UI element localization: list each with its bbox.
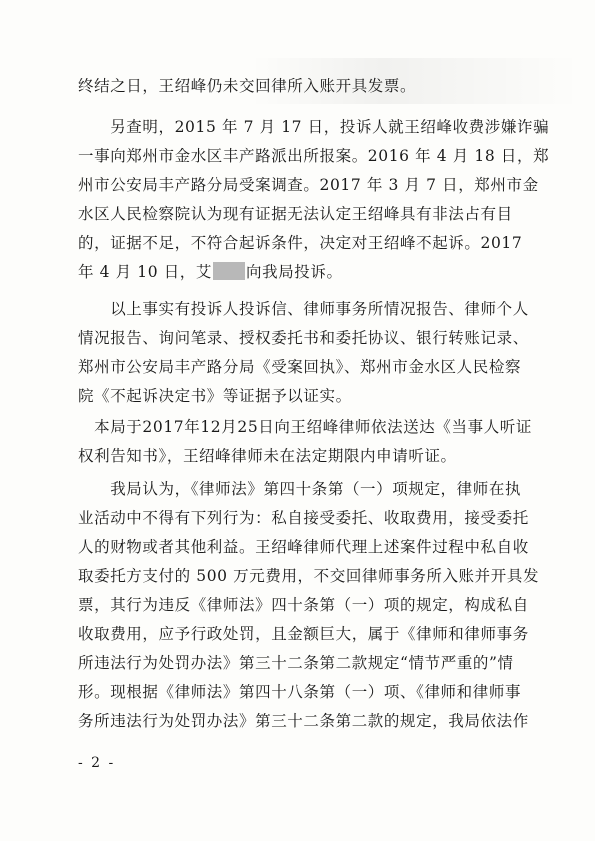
text-line: 收取费用，应予行政处罚，且金额巨大，属于《律师和律师事务 xyxy=(78,625,529,643)
text-line: 一事向郑州市金水区丰产路派出所报案。2016 年 4 月 18 日，郑 xyxy=(78,147,550,165)
text-line-redacted xyxy=(78,258,532,287)
text-line: 人的财物或者其他利益。王绍峰律师代理上述案件过程中私自收 xyxy=(78,538,529,556)
paragraph-1 xyxy=(78,72,532,101)
text-fragment: 向我局投诉。 xyxy=(246,263,343,281)
text-line: 形。现根据《律师法》第四十八条第（一）项、《律师和律师事 xyxy=(78,683,522,701)
text-line: 郑州市公安局丰产路分局《受案回执》、郑州市金水区人民检察 xyxy=(78,358,522,376)
redaction-block xyxy=(213,262,245,280)
text-line: 以上事实有投诉人投诉信、律师事务所情况报告、律师个人 xyxy=(78,300,529,318)
text-line: 我局认为，《律师法》第四十条第（一）项规定，律师在执 xyxy=(78,480,522,498)
text-fragment: 年 4 月 10 日，艾 xyxy=(78,263,212,281)
text-line: 院《不起诉决定书》等证据予以证实。 xyxy=(78,387,352,405)
text-line: 另查明，2015 年 7 月 17 日，投诉人就王绍峰收费涉嫌诈骗 xyxy=(78,118,550,136)
text-line: 的，证据不足，不符合起诉条件，决定对王绍峰不起诉。2017 xyxy=(78,234,523,252)
text-line: 取委托方支付的 500 万元费用，不交回律师事务所入账并开具发 xyxy=(78,567,540,585)
text-line: 务所违法行为处罚办法》第三十二条第二款的规定，我局依法作 xyxy=(78,712,529,730)
page-number: - 2 - xyxy=(78,755,116,771)
text-line: 权利告知书》，王绍峰律师未在法定期限内申请听证。 xyxy=(78,447,457,465)
text-line: 本局于2017年12月25日向王绍峰律师依法送达《当事人听证 xyxy=(78,418,532,436)
text-line: 所违法行为处罚办法》第三十二条第二款规定“情节严重的”情 xyxy=(78,654,514,672)
text-line: 终结之日，王绍峰仍未交回律所入账开具发票。 xyxy=(78,77,417,95)
text-line: 州市公安局丰产路分局受案调查。2017 年 3 月 7 日，郑州市金 xyxy=(78,176,539,194)
paragraph-5 xyxy=(78,475,540,736)
text-line: 票，其行为违反《律师法》四十条第（一）项的规定，构成私自 xyxy=(78,596,529,614)
text-line: 业活动中不得有下列行为：私自接受委托、收取费用，接受委托 xyxy=(78,509,529,527)
text-line: 情况报告、询问笔录、授权委托书和委托协议、银行转账记录、 xyxy=(78,329,529,347)
paragraph-4 xyxy=(78,413,532,471)
paragraph-2 xyxy=(78,113,550,287)
text-line: 水区人民检察院认为现有证据无法认定王绍峰具有非法占有目 xyxy=(78,205,513,223)
paragraph-3 xyxy=(78,295,532,411)
